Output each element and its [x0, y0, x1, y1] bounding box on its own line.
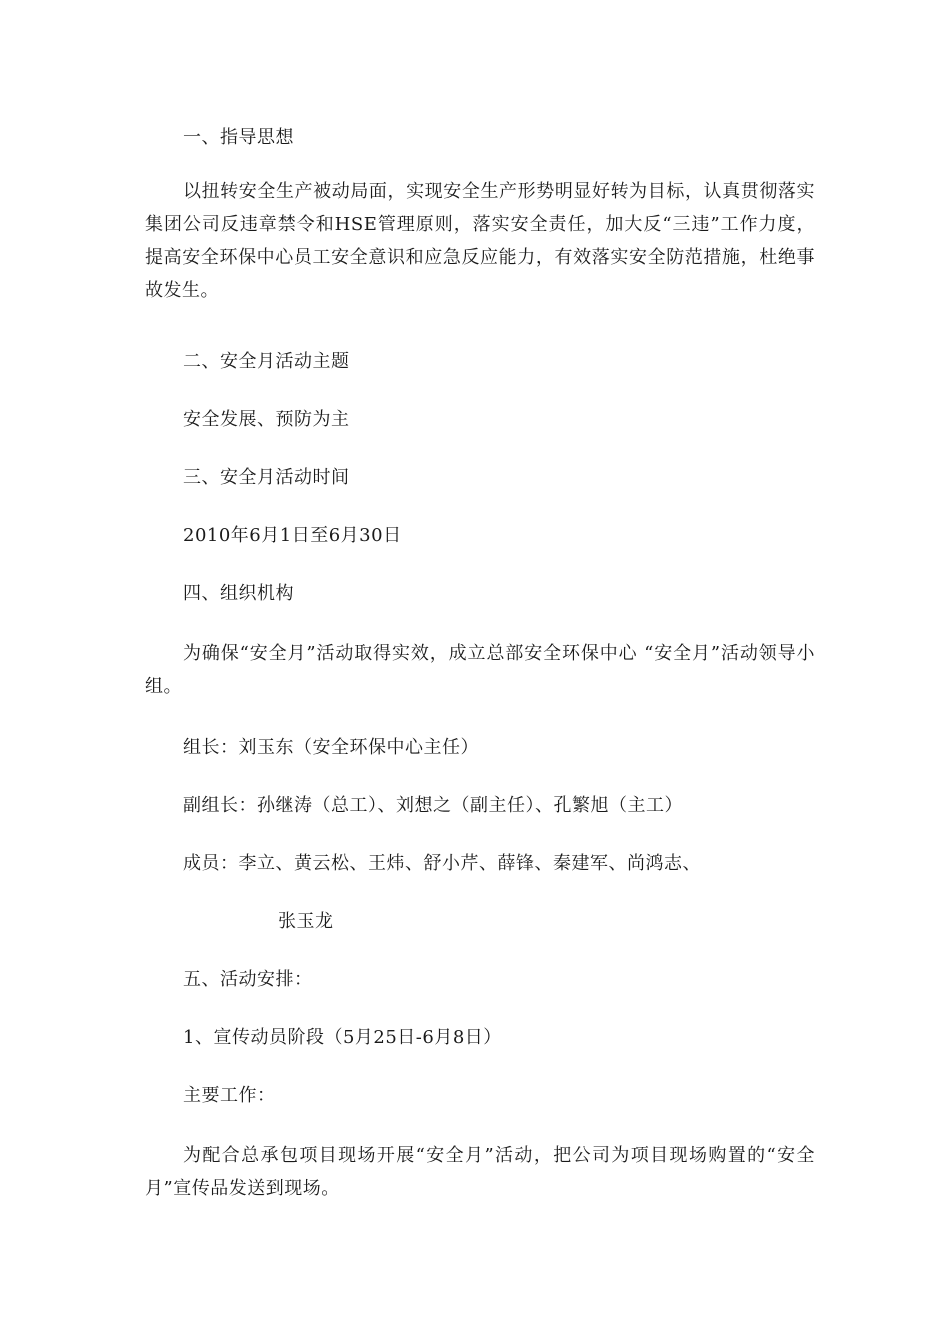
time-text: 2010年6月1日至6月30日 — [183, 525, 402, 546]
section-heading-activities: 五、活动安排： — [183, 969, 313, 990]
stage-1-heading: 1、宣传动员阶段（5月25日-6月8日） — [183, 1027, 502, 1048]
paragraph-main-work: 为配合总承包项目现场开展“安全月”活动，把公司为项目现场购置的“安全月”宣传品发送到现场。 — [145, 1145, 815, 1199]
main-work-label: 主要工作： — [183, 1085, 276, 1106]
leader-line: 组长：刘玉东（安全环保中心主任） — [183, 737, 479, 758]
section-heading-organization: 四、组织机构 — [183, 583, 294, 604]
deputy-leader-line: 副组长：孙继涛（总工）、刘想之（副主任）、孔繁旭（主工） — [183, 795, 683, 816]
paragraph-guiding-idea: 以扭转安全生产被动局面，实现安全生产形势明显好转为目标，认真贯彻落实集团公司反违章禁令和HSE管理原则，落实安全责任，加大反“三违”工作力度，提高安全环保中心员工安全意识和应急反应能力，有效落实安全防范措施，杜绝事故发生。 — [145, 181, 815, 301]
section-heading-guiding-idea: 一、指导思想 — [183, 127, 294, 148]
theme-text: 安全发展、预防为主 — [183, 409, 350, 430]
members-line-continued: 张玉龙 — [278, 911, 334, 932]
section-heading-time: 三、安全月活动时间 — [183, 467, 350, 488]
section-heading-theme: 二、安全月活动主题 — [183, 351, 350, 372]
paragraph-organization: 为确保“安全月”活动取得实效，成立总部安全环保中心 “安全月”活动领导小组。 — [145, 643, 815, 697]
members-line: 成员：李立、黄云松、王炜、舒小芹、薛锋、秦建军、尚鸿志、 — [183, 853, 701, 874]
